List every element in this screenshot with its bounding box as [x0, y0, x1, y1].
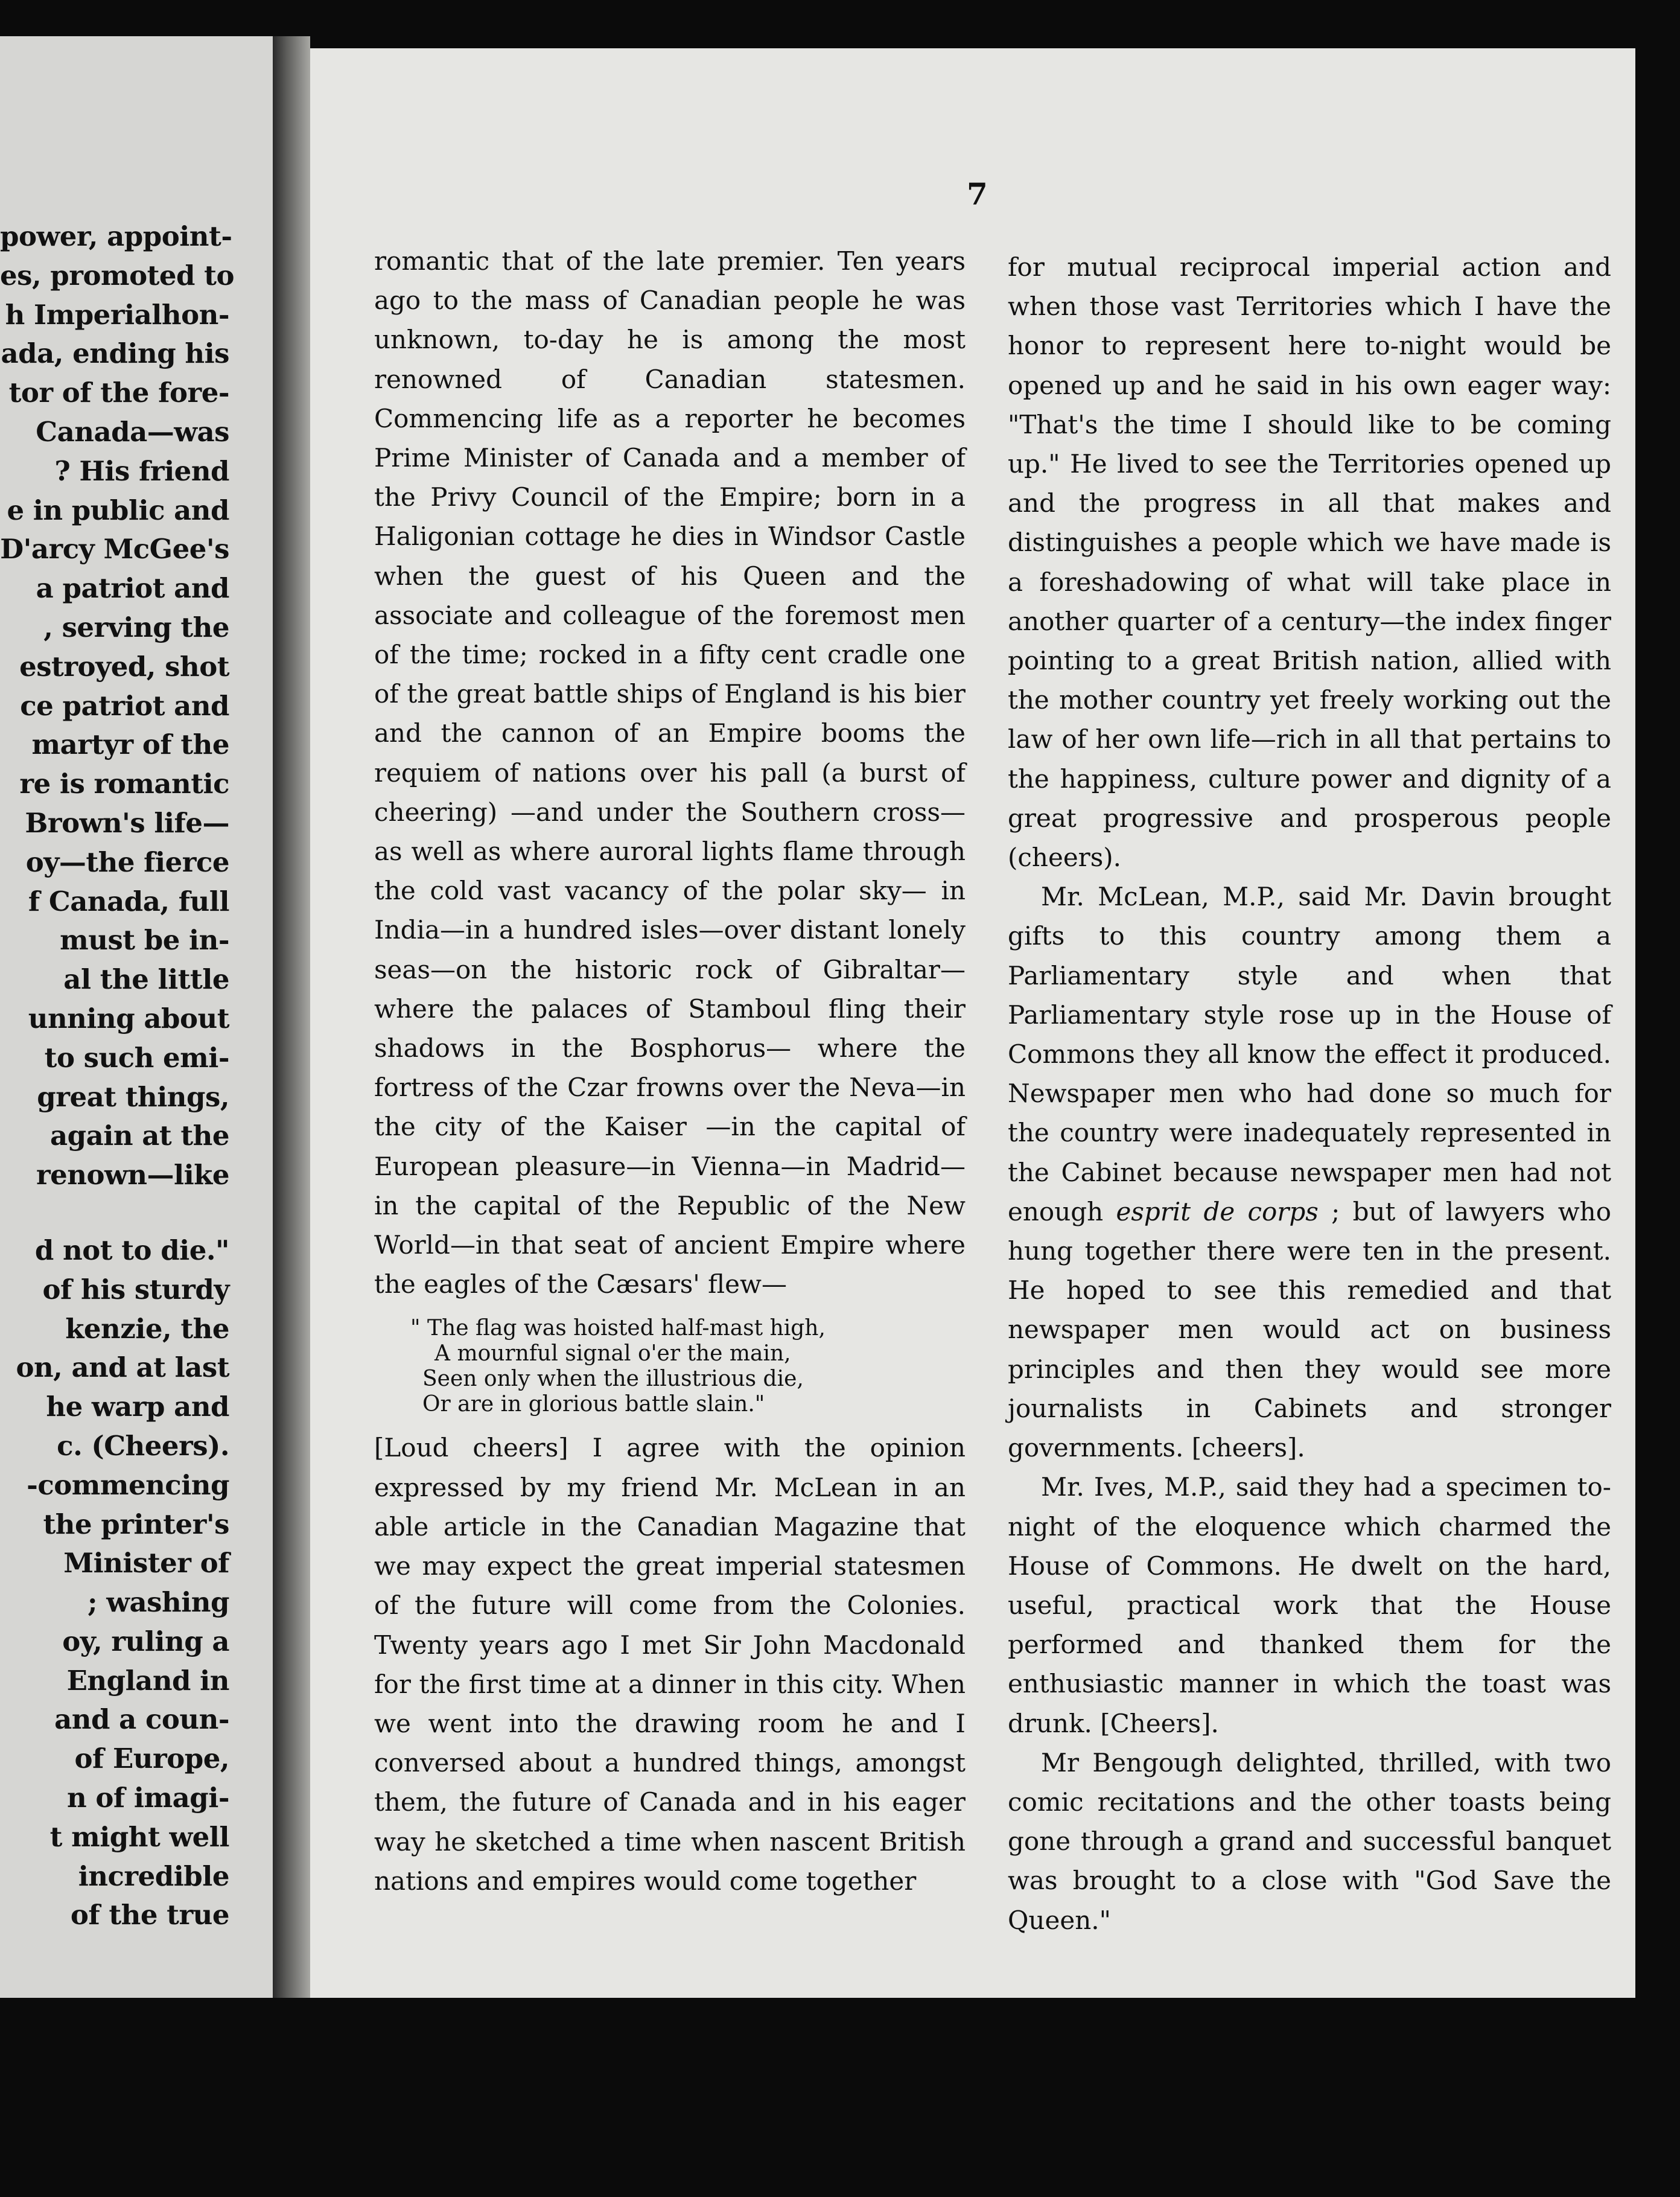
book-gutter: [273, 36, 310, 1998]
column1-paragraph-2: [Loud cheers] I agree with the opinion expressed by my friend Mr. McLean in an able article in the Canadian Magazine that we may expect the great imperial statesmen of the future will come from the Colonies. Twenty years ago I met Sir John Macdonald for the first time at a dinner in this city. When we went into the drawing room he and I conversed about a hundred things, amongst them, the future of Canada and in his eager way he sketched a time when nascent British nations and empires would come together: [374, 1433, 966, 1896]
left-fragment-line: to such emi-: [44, 1041, 229, 1074]
left-fragment-line: e in public and: [7, 494, 229, 526]
left-fragment-line: es, promoted to: [0, 259, 234, 292]
left-fragment-line: Minister of: [63, 1547, 229, 1580]
scan-border: [1635, 48, 1680, 1998]
column2-paragraph-1: for mutual reciprocal imperial action and when those vast Territories which I have the honor to represent here to-night would be opened up and he said in his own eager way: "That's the time I should like to be coming up." He lived to see the Territories opened up and the progress in all that makes and distinguishes a people which we have made is a foreshadowing of what will take place in another quarter of a century—the index finger pointing to a great British nation, allied with the mother country yet freely working out the law of her own life—rich in all that pertains to the happiness, culture power and dignity of a great progressive and prosperous people (cheers).: [1008, 252, 1611, 873]
esprit-de-corps-phrase: esprit de corps: [1116, 1196, 1319, 1226]
mclean-speech-part-1: Mr. McLean, M.P., said Mr. Davin brought gifts to this country among them a Parliamentary style and when that Parliamentary style rose up in the House of Commons they all know the effect it produced. Newspaper men who had done so much for the country were inadequately represented in the Cabinet because newspaper men had not enough: [1008, 882, 1611, 1226]
left-fragment-line: ; washing: [87, 1586, 229, 1619]
left-fragment-line: f Canada, full: [28, 885, 229, 917]
left-fragment-line: great things,: [37, 1080, 229, 1113]
left-fragment-line: kenzie, the: [65, 1312, 229, 1345]
left-fragment-line: n of imagi-: [66, 1782, 229, 1814]
verse-line-1: " The flag was hoisted half-mast high,: [410, 1316, 826, 1341]
left-fragment-line: , serving the: [43, 611, 229, 643]
left-fragment-line: incredible: [78, 1860, 229, 1892]
left-fragment-line: renown—like: [36, 1159, 229, 1191]
left-fragment-line: tor of the fore-: [8, 377, 229, 409]
left-fragment-line: D'arcy McGee's: [0, 533, 229, 566]
left-fragment-line: Brown's life—: [25, 806, 229, 839]
left-fragment-line: re is romantic: [19, 768, 229, 800]
left-page-text: [0, 217, 234, 1935]
left-fragment-line: he warp and: [46, 1391, 229, 1423]
left-fragment-line: must be in-: [60, 924, 229, 957]
left-fragment-line: unning about: [28, 1002, 229, 1035]
column2-paragraph-3: Mr. Ives, M.P., said they had a specimen to-night of the eloquence which charmed the House of Commons. He dwelt on the hard, useful, practical work that the House performed and thanked them for the enthusiastic manner in which the toast was drunk. [Cheers].: [1008, 1472, 1611, 1738]
left-fragment-line: al the little: [63, 963, 229, 996]
left-fragment-line: martyr of the: [31, 729, 229, 761]
left-fragment-line: ? His friend: [54, 454, 229, 487]
verse-line-3: Seen only when the illustrious die,: [422, 1366, 804, 1392]
verse-line-4: Or are in glorious battle slain.": [422, 1392, 765, 1417]
left-page-fragment: [0, 36, 273, 1998]
left-fragment-line: power, appoint-: [0, 220, 232, 252]
left-fragment-line: ce patriot and: [20, 689, 229, 722]
column1-paragraph-1: romantic that of the late premier. Ten years ago to the mass of Canadian people he was unknown, to-day he is among the most renowned of Canadian statesmen. Commencing life as a reporter he becomes Prime Minister of Canada and a member of the Privy Council of the Empire; born in a Haligonian cottage he dies in Windsor Castle when the guest of his Queen and the associate and colleague of the foremost men of the time; rocked in a fifty cent cradle one of the great battle ships of England is his bier and the cannon of an Empire booms the requiem of nations over his pall (a burst of cheering) —and under the Southern cross—as well as where auroral lights flame through the cold vast vacancy of the polar sky— in India—in a hundred isles—over distant lonely seas—on the historic rock of Gibraltar—where the palaces of Stamboul fling their shadows in the Bosphorus— where the fortress of the Czar frowns over the Neva—in the city of the Kaiser —in the capital of European pleasure—in Vienna—in Madrid—in the capital of the Republic of the New World—in that seat of ancient Empire where the eagles of the Cæsars' flew—: [374, 246, 966, 1299]
verse-line-2: A mournful signal o'er the main,: [434, 1341, 791, 1366]
left-fragment-line: England in: [66, 1664, 229, 1697]
left-fragment-line: a patriot and: [36, 572, 229, 605]
left-fragment-line: oy, ruling a: [62, 1625, 229, 1657]
left-fragment-line: of the true: [70, 1899, 229, 1931]
article-column-1: [374, 241, 966, 1901]
left-fragment-line: of Europe,: [74, 1743, 229, 1775]
left-fragment-line: the printer's: [43, 1508, 229, 1540]
left-fragment-line: on, and at last: [16, 1351, 229, 1384]
left-fragment-line: h Imperialhon-: [5, 298, 229, 331]
left-fragment-line: [0, 1195, 229, 1231]
column2-paragraph-4: Mr Bengough delighted, thrilled, with two comic recitations and the other toasts being gone through a grand and successful banquet was brought to a close with "God Save the Queen.": [1008, 1747, 1611, 1935]
left-fragment-line: of his sturdy: [42, 1273, 229, 1306]
column2-paragraph-2: [1008, 877, 1611, 1467]
left-fragment-line: c. (Cheers).: [57, 1429, 229, 1462]
quoted-verse: [410, 1316, 966, 1417]
left-fragment-line: d not to die.": [34, 1234, 229, 1266]
left-fragment-line: oy—the fierce: [25, 846, 229, 878]
left-fragment-line: Canada—was: [36, 415, 229, 448]
left-fragment-line: again at the: [49, 1120, 229, 1152]
left-fragment-line: t might well: [49, 1820, 229, 1853]
left-fragment-line: -commencing: [27, 1468, 229, 1501]
left-fragment-line: ada, ending his: [1, 337, 229, 370]
left-fragment-line: estroyed, shot: [19, 650, 229, 683]
left-fragment-line: and a coun-: [54, 1703, 229, 1736]
mclean-speech-part-2: ; but of lawyers who hung together there were ten in the present. He hoped to see this remedied and that newspaper men would act on business principles and then they would see more journalists in Cabinets and stronger governments. [cheers].: [1008, 1196, 1612, 1463]
article-column-2: [1008, 247, 1611, 1940]
page-number: 7: [967, 176, 988, 212]
